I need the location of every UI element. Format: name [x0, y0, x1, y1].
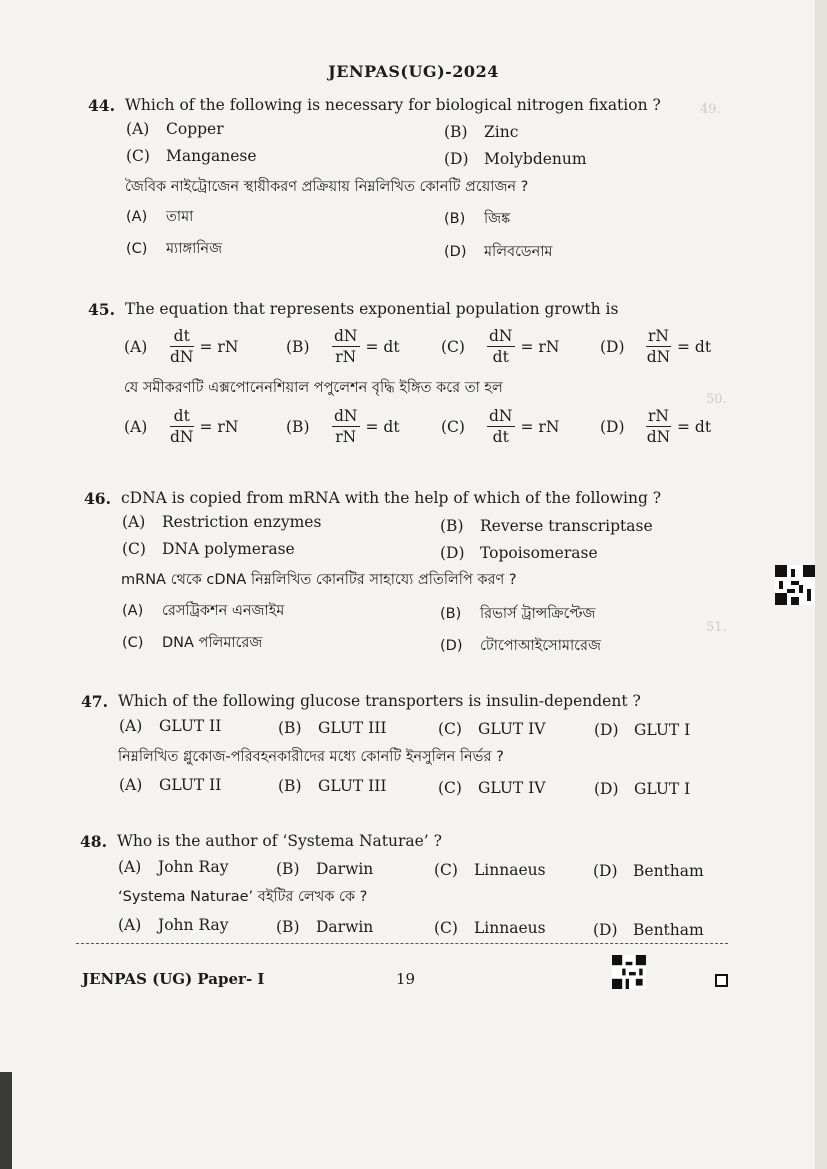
option-a-bn: (A) $\frac{dt}{dN}$ = rN	[124, 407, 239, 446]
option-c-bn: (C) Linnaeus	[434, 919, 546, 937]
bleed-through-mark: 50.	[706, 392, 727, 407]
option-a: (A) $\frac{dt}{dN}$ = rN	[124, 327, 239, 366]
option-a: (A) Copper	[126, 120, 224, 138]
question-text-bn: নিম্নলিখিত গ্লুকোজ-পরিবহনকারীদের মধ্যে কোনটি ইনসুলিন নির্ভর ?	[118, 749, 504, 765]
option-b-bn: (B) Darwin	[276, 918, 374, 936]
question-number: 44.	[88, 96, 115, 115]
option-d-bn: (D) টোপোআইসোমারেজ	[440, 638, 601, 654]
option-d: (D) Bentham	[593, 862, 704, 880]
option-a: (A) Restriction enzymes	[122, 513, 322, 531]
option-a-bn: (A) রেসট্রিকশন এনজাইম	[122, 603, 285, 619]
option-b-bn: (B) জিঙ্ক	[444, 211, 511, 227]
option-c: (C) $\frac{dN}{dt}$ = rN	[441, 327, 560, 366]
corner-marker	[715, 974, 728, 987]
question-text-en: Which of the following glucose transporters is insulin-dependent ?	[118, 692, 641, 710]
question-text-en: cDNA is copied from mRNA with the help of which of the following ?	[121, 489, 662, 507]
option-c: (C) Manganese	[126, 147, 257, 165]
question-text-bn: mRNA থেকে cDNA নিম্নলিখিত কোনটির সাহায্যে প্রতিলিপি করণ ?	[121, 572, 517, 588]
question-text-en: The equation that represents exponential population growth is	[125, 300, 619, 318]
question-number: 48.	[80, 832, 107, 851]
question-text-en: Who is the author of ‘Systema Naturae’ ?	[117, 832, 442, 850]
option-b-bn: (B) GLUT III	[278, 777, 387, 795]
option-c: (C) DNA polymerase	[122, 540, 295, 558]
fraction: $\frac{dN}{rN}$	[334, 327, 358, 366]
bleed-through-mark: 49.	[700, 102, 721, 117]
option-c: (C) Linnaeus	[434, 861, 546, 879]
qr-code-icon	[775, 565, 815, 605]
page-edge	[815, 0, 827, 1169]
option-a-bn: (A) John Ray	[118, 916, 229, 934]
footer-divider	[76, 943, 728, 944]
fraction: $\frac{rN}{dN}$	[646, 327, 671, 366]
option-b: (B) Darwin	[276, 860, 374, 878]
page-header: JENPAS(UG)-2024	[328, 62, 499, 81]
fraction: $\frac{dN}{dt}$	[489, 407, 513, 446]
question-text-bn: যে সমীকরণটি এক্সপোনেনশিয়াল পপুলেশন বৃদ্ধি ইঙ্গিত করে তা হল	[124, 380, 503, 396]
option-d: (D) $\frac{rN}{dN}$ = dt	[600, 327, 712, 366]
option-d-bn: (D) $\frac{rN}{dN}$ = dt	[600, 407, 712, 446]
option-d-bn: (D) মলিবডেনাম	[444, 244, 553, 260]
footer-paper-label: JENPAS (UG) Paper- I	[82, 970, 265, 988]
option-c-bn: (C) GLUT IV	[438, 779, 546, 797]
option-c-bn: (C) ম্যাঙ্গানিজ	[126, 241, 223, 257]
question-text-bn: ‘Systema Naturae’ বইটির লেখক কে ?	[118, 889, 368, 905]
fraction: $\frac{dt}{dN}$	[170, 407, 194, 446]
option-d: (D) GLUT I	[594, 721, 691, 739]
option-d: (D) Topoisomerase	[440, 544, 598, 562]
option-a: (A) John Ray	[118, 858, 229, 876]
question-number: 47.	[81, 692, 108, 711]
question-number: 46.	[84, 489, 111, 508]
option-c-bn: (C) DNA পলিমারেজ	[122, 635, 263, 651]
fraction: $\frac{rN}{dN}$	[646, 407, 671, 446]
page-number: 19	[396, 970, 416, 988]
fraction: $\frac{dt}{dN}$	[170, 327, 194, 366]
question-number: 45.	[88, 300, 115, 319]
bleed-through-mark: 51.	[706, 620, 727, 635]
option-d-bn: (D) GLUT I	[594, 780, 691, 798]
fraction: $\frac{dN}{dt}$	[489, 327, 513, 366]
option-d-bn: (D) Bentham	[593, 921, 704, 939]
option-a-bn: (A) GLUT II	[119, 776, 222, 794]
question-text-en: Which of the following is necessary for biological nitrogen fixation ?	[125, 96, 661, 114]
option-b: (B) GLUT III	[278, 719, 387, 737]
option-c: (C) GLUT IV	[438, 720, 546, 738]
option-b: (B) $\frac{dN}{rN}$ = dt	[286, 327, 400, 366]
option-a: (A) GLUT II	[119, 717, 222, 735]
option-b: (B) Zinc	[444, 123, 519, 141]
option-a-bn: (A) তামা	[126, 209, 194, 225]
option-b-bn: (B) রিভার্স ট্রান্সক্রিপ্টেজ	[440, 606, 596, 622]
option-b: (B) Reverse transcriptase	[440, 517, 653, 535]
scan-shadow	[0, 1072, 12, 1169]
option-c-bn: (C) $\frac{dN}{dt}$ = rN	[441, 407, 560, 446]
option-d: (D) Molybdenum	[444, 150, 587, 168]
option-b-bn: (B) $\frac{dN}{rN}$ = dt	[286, 407, 400, 446]
qr-code-icon	[612, 955, 646, 989]
question-text-bn: জৈবিক নাইট্রোজেন স্থায়ীকরণ প্রক্রিয়ায় নিম্নলিখিত কোনটি প্রয়োজন ?	[125, 179, 529, 195]
fraction: $\frac{dN}{rN}$	[334, 407, 358, 446]
